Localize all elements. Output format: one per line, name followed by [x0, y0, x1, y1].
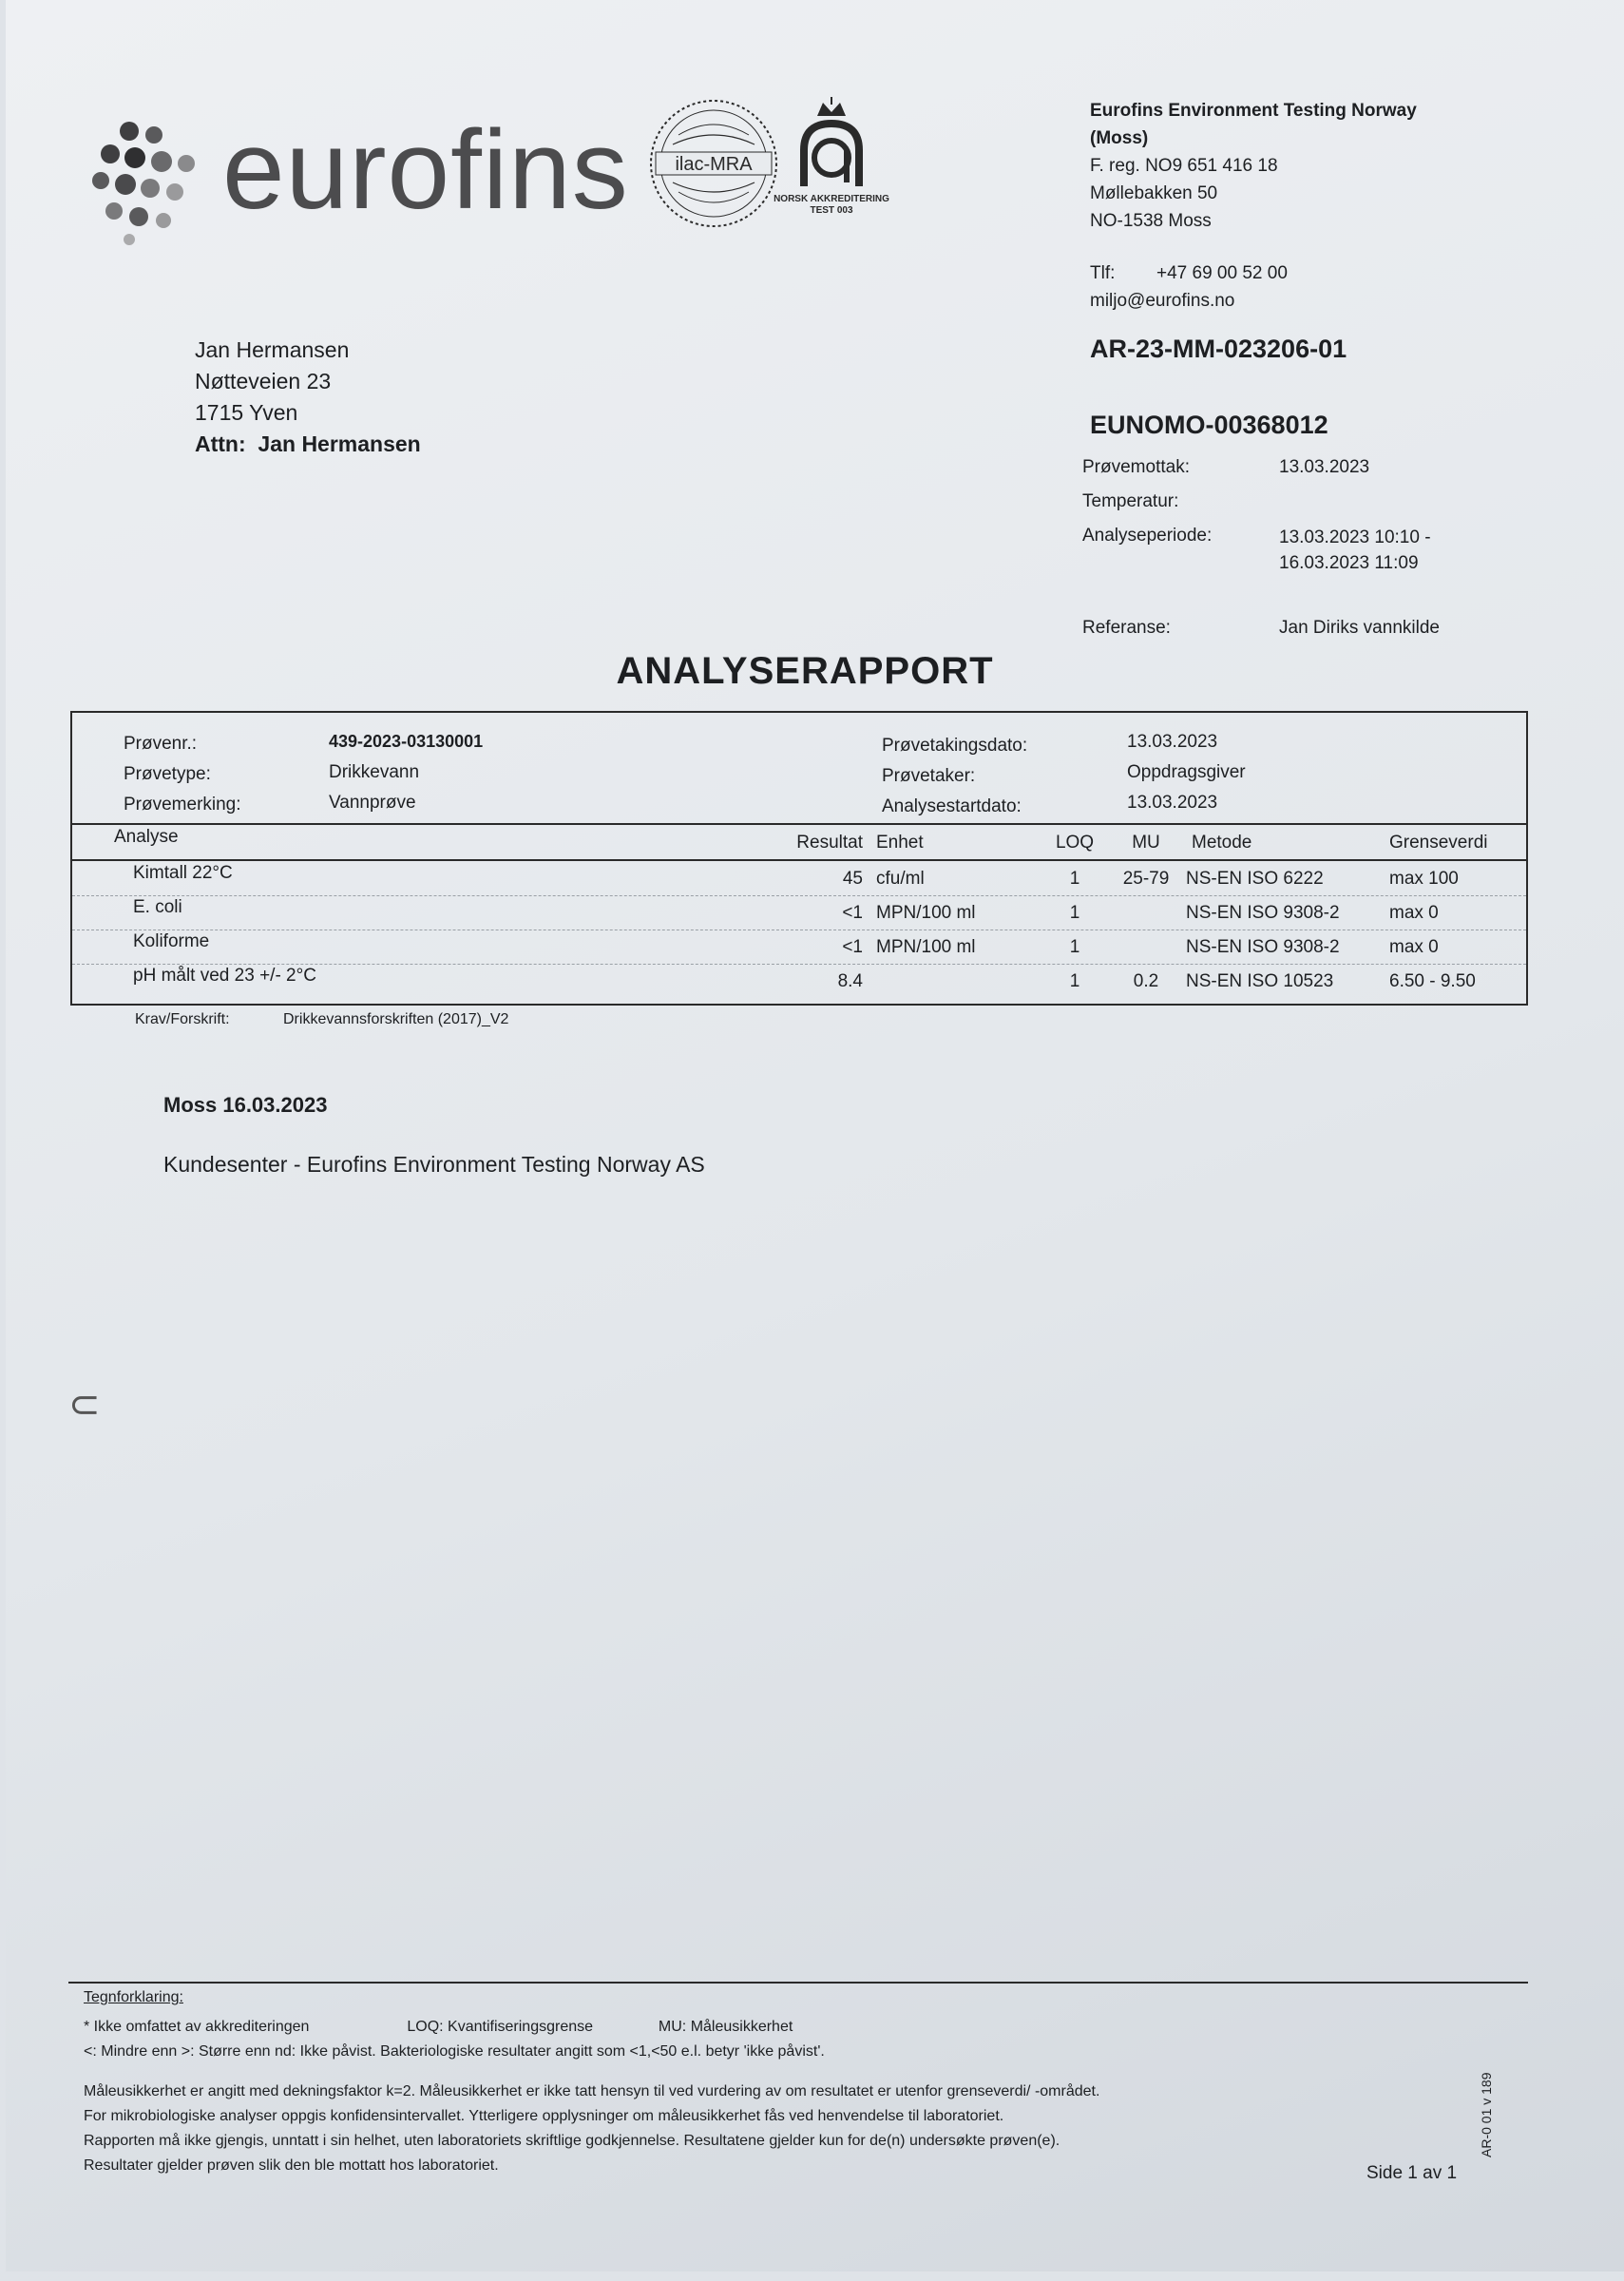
- table-header: [72, 823, 1526, 861]
- meta-row: [1082, 456, 1469, 490]
- legend-mu: MU: Måleusikkerhet: [658, 2019, 793, 2035]
- provetype-value: Drikkevann: [329, 762, 420, 782]
- mottak-label: Prøvemottak:: [1082, 457, 1190, 477]
- periode-start: 13.03.2023 10:10 -: [1279, 527, 1431, 547]
- col-enhet: Enhet: [876, 833, 924, 853]
- cell-grense: max 0: [1389, 903, 1439, 923]
- cell-resultat: 8.4: [837, 971, 863, 991]
- ref-label: Referanse:: [1082, 618, 1171, 638]
- customer-name: Jan Hermansen: [195, 337, 350, 362]
- legend-line-2: <: Mindre enn >: Større enn nd: Ikke påvist. Bakteriologiske resultater angitt som <1,<50 e.l. betyr 'ikke påvist'.: [84, 2043, 825, 2060]
- table-row: [72, 930, 1526, 965]
- attn-name: Jan Hermansen: [258, 431, 421, 456]
- cell-enhet: MPN/100 ml: [876, 937, 976, 957]
- cell-metode: NS-EN ISO 9308-2: [1186, 903, 1340, 923]
- meta-row: [1082, 490, 1469, 525]
- lab-phone: [1090, 259, 1417, 287]
- lab-email: miljo@eurofins.no: [1090, 291, 1235, 311]
- cell-grense: 6.50 - 9.50: [1389, 971, 1476, 991]
- periode-value: [1279, 525, 1469, 573]
- col-loq: LOQ: [1055, 833, 1095, 853]
- lab-street: Møllebakken 50: [1090, 183, 1218, 203]
- signature-date: Moss 16.03.2023: [163, 1093, 328, 1117]
- cell-analyse: pH målt ved 23 +/- 2°C: [133, 966, 316, 986]
- lab-city: NO-1538 Moss: [1090, 211, 1212, 231]
- paper-mark: ⊂: [68, 1384, 101, 1426]
- note-2: For mikrobiologiske analyser oppgis konfidensintervallet. Ytterligere opplysninger om måleusikkerhet fås ved henvendelse til laboratoriet.: [84, 2108, 1004, 2124]
- legend-title: Tegnforklaring:: [84, 1989, 183, 2005]
- cell-loq: 1: [1069, 937, 1080, 957]
- cell-resultat: <1: [842, 937, 863, 957]
- dato-value: 13.03.2023: [1127, 732, 1218, 752]
- meta-row: [1082, 525, 1469, 573]
- signature-name: Kundesenter - Eurofins Environment Testing Norway AS: [163, 1152, 705, 1177]
- cell-mu: 25-79: [1122, 869, 1170, 889]
- customer-address: [195, 335, 421, 460]
- cell-loq: 1: [1069, 971, 1080, 991]
- eurofins-logo-icon: [87, 112, 201, 245]
- legend-line-1: [84, 2019, 793, 2036]
- krav-value: Drikkevannsforskriften (2017)_V2: [283, 1011, 509, 1027]
- cell-loq: 1: [1069, 869, 1080, 889]
- col-analyse: Analyse: [114, 827, 179, 847]
- start-value: 13.03.2023: [1127, 793, 1218, 813]
- cell-enhet: MPN/100 ml: [876, 903, 976, 923]
- norsk-akkreditering-seal-icon: [774, 95, 889, 228]
- customer-attn: [195, 429, 421, 460]
- lab-address: [1090, 97, 1417, 315]
- reference: [1082, 618, 1440, 639]
- cell-metode: NS-EN ISO 6222: [1186, 869, 1324, 889]
- lab-location: (Moss): [1090, 128, 1149, 148]
- table-row: [72, 895, 1526, 930]
- mottak-value: 13.03.2023: [1279, 457, 1370, 477]
- sample-meta: [1082, 456, 1469, 573]
- cell-metode: NS-EN ISO 9308-2: [1186, 937, 1340, 957]
- ref-value: Jan Diriks vannkilde: [1279, 618, 1440, 638]
- test-number: TEST 003: [810, 205, 853, 216]
- note-3: Rapporten må ikke gjengis, unntatt i sin helhet, uten laboratoriets skriftlige godkjennelse. Resultatene gjelder kun for de(n) undersøkte prøven(e).: [84, 2133, 1060, 2149]
- ilac-mra-seal-icon: [644, 97, 783, 230]
- customer-street: Nøtteveien 23: [195, 369, 332, 393]
- col-grense: Grenseverdi: [1389, 833, 1488, 853]
- footer-notes: [84, 2080, 1395, 2178]
- periode-end: 16.03.2023 11:09: [1279, 553, 1419, 573]
- provetype-label: Prøvetype:: [124, 764, 211, 784]
- cell-analyse: Kimtall 22°C: [133, 863, 233, 883]
- cell-mu: 0.2: [1133, 971, 1159, 991]
- phone-number: +47 69 00 52 00: [1156, 263, 1288, 283]
- note-1: Måleusikkerhet er angitt med dekningsfaktor k=2. Måleusikkerhet er ikke tatt hensyn til ved vurdering av om resultatet er utenfor grenseverdi/ -området.: [84, 2083, 1100, 2099]
- table-row: [72, 964, 1526, 998]
- report-id: AR-23-MM-023206-01: [1090, 335, 1347, 363]
- page-title: ANALYSERAPPORT: [616, 650, 994, 692]
- cell-loq: 1: [1069, 903, 1080, 923]
- table-row: [72, 861, 1526, 896]
- taker-value: Oppdragsgiver: [1127, 762, 1246, 782]
- results-table: [70, 711, 1528, 1006]
- provenr-value: 439-2023-03130001: [329, 732, 484, 751]
- norsk-text: NORSK AKKREDITERING: [774, 194, 889, 204]
- cell-analyse: E. coli: [133, 897, 182, 917]
- start-label: Analysestartdato:: [882, 796, 1022, 816]
- attn-label: Attn:: [195, 431, 246, 456]
- dato-label: Prøvetakingsdato:: [882, 736, 1028, 756]
- periode-label: Analyseperiode:: [1082, 526, 1213, 546]
- customer-city: 1715 Yven: [195, 400, 298, 425]
- provenr-label: Prøvenr.:: [124, 734, 198, 754]
- lab-name: Eurofins Environment Testing Norway: [1090, 101, 1417, 121]
- cell-grense: max 100: [1389, 869, 1459, 889]
- provemerking-label: Prøvemerking:: [124, 795, 241, 815]
- cell-analyse: Koliforme: [133, 931, 210, 951]
- brand-name: eurofins: [222, 107, 629, 233]
- report-page: [6, 0, 1624, 2271]
- page-number: Side 1 av 1: [1366, 2163, 1458, 2183]
- phone-label: Tlf:: [1090, 263, 1116, 283]
- cell-grense: max 0: [1389, 937, 1439, 957]
- temp-label: Temperatur:: [1082, 491, 1179, 511]
- col-resultat: Resultat: [796, 833, 863, 853]
- note-4: Resultater gjelder prøven slik den ble mottatt hos laboratoriet.: [84, 2157, 499, 2174]
- col-mu: MU: [1132, 833, 1160, 853]
- krav-label: Krav/Forskrift:: [135, 1011, 230, 1027]
- lab-reg: F. reg. NO9 651 416 18: [1090, 156, 1278, 176]
- taker-label: Prøvetaker:: [882, 766, 976, 786]
- provemerking-value: Vannprøve: [329, 793, 416, 813]
- cell-resultat: <1: [842, 903, 863, 923]
- cell-metode: NS-EN ISO 10523: [1186, 971, 1334, 991]
- ilac-text: ilac-MRA: [675, 154, 753, 175]
- sample-info: [72, 713, 1526, 825]
- cell-resultat: 45: [842, 869, 863, 889]
- sample-id: EUNOMO-00368012: [1090, 411, 1328, 439]
- form-version: AR-0 01 v 189: [1479, 2072, 1494, 2157]
- footer-divider: [68, 1982, 1528, 1984]
- cell-enhet: cfu/ml: [876, 869, 925, 889]
- col-metode: Metode: [1192, 833, 1252, 853]
- legend-loq: LOQ: Kvantifiseringsgrense: [407, 2019, 594, 2035]
- legend-akkreditering: * Ikke omfattet av akkrediteringen: [84, 2019, 310, 2035]
